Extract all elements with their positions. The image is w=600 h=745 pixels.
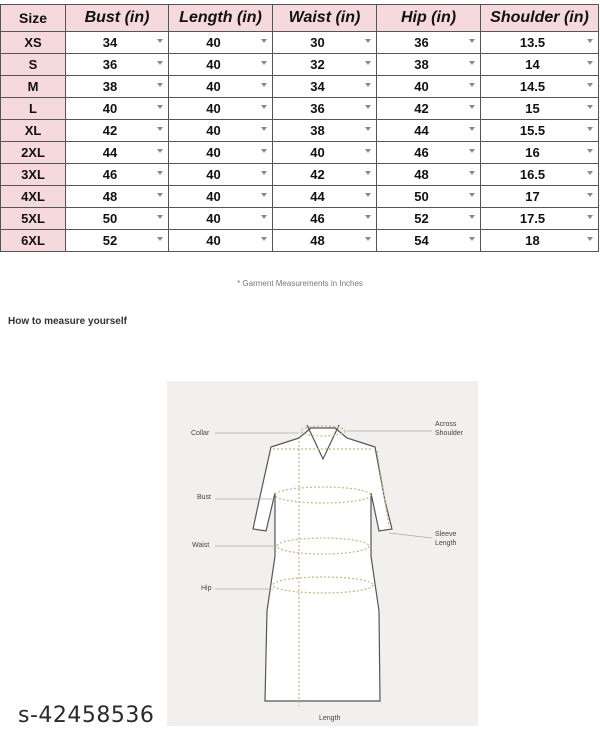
bust-value: 42 (102, 123, 118, 138)
dropdown-arrow-icon[interactable] (365, 105, 371, 109)
label-hip: Hip (201, 585, 212, 592)
label-waist: Waist (192, 542, 210, 549)
dropdown-arrow-icon[interactable] (261, 127, 267, 131)
shoulder-value: 14 (525, 57, 540, 72)
shoulder-value: 16 (525, 145, 540, 160)
hip-value: 44 (414, 123, 429, 138)
header-hip: Hip (in) (377, 5, 481, 32)
bust-value: 48 (102, 189, 118, 204)
hip-cell[interactable] (377, 208, 481, 230)
dropdown-arrow-icon[interactable] (365, 39, 371, 43)
table-row (1, 142, 599, 164)
bust-value: 34 (102, 35, 118, 50)
dropdown-arrow-icon[interactable] (157, 61, 163, 65)
shoulder-value: 14.5 (519, 79, 546, 94)
table-row (1, 76, 599, 98)
length-cell[interactable] (169, 164, 273, 186)
dropdown-arrow-icon[interactable] (157, 127, 163, 131)
shoulder-cell[interactable] (481, 120, 599, 142)
waist-value: 32 (310, 57, 325, 72)
hip-cell[interactable] (377, 32, 481, 54)
bust-value: 36 (102, 57, 118, 72)
hip-value: 54 (414, 233, 429, 248)
shoulder-value: 17 (525, 189, 540, 204)
dropdown-arrow-icon[interactable] (469, 193, 475, 197)
shoulder-cell[interactable] (481, 142, 599, 164)
waist-value: 42 (310, 167, 325, 182)
garment-outline (253, 428, 392, 701)
length-value: 40 (206, 211, 221, 226)
bust-cell[interactable] (66, 230, 169, 252)
shoulder-cell[interactable] (481, 208, 599, 230)
waist-cell[interactable] (273, 142, 377, 164)
dropdown-arrow-icon[interactable] (469, 215, 475, 219)
table-row (1, 32, 599, 54)
dropdown-arrow-icon[interactable] (157, 149, 163, 153)
bust-cell[interactable] (66, 76, 169, 98)
header-shoulder: Shoulder (in) (481, 5, 599, 32)
how-to-measure-heading: How to measure yourself (8, 316, 127, 327)
product-id-watermark: s-42458536 (18, 703, 155, 728)
length-cell[interactable] (169, 208, 273, 230)
dropdown-arrow-icon[interactable] (587, 215, 593, 219)
dropdown-arrow-icon[interactable] (365, 61, 371, 65)
dropdown-arrow-icon[interactable] (587, 237, 593, 241)
dropdown-arrow-icon[interactable] (261, 61, 267, 65)
hip-value: 40 (414, 79, 429, 94)
size-cell: L (1, 98, 66, 120)
dropdown-arrow-icon[interactable] (261, 171, 267, 175)
dropdown-arrow-icon[interactable] (587, 105, 593, 109)
bust-value: 40 (102, 101, 118, 116)
hip-cell[interactable] (377, 164, 481, 186)
table-row (1, 164, 599, 186)
shoulder-value: 17.5 (519, 211, 546, 226)
bust-value: 44 (102, 145, 118, 160)
dropdown-arrow-icon[interactable] (587, 39, 593, 43)
shoulder-cell[interactable] (481, 186, 599, 208)
dropdown-arrow-icon[interactable] (469, 61, 475, 65)
length-value: 40 (206, 145, 221, 160)
dropdown-arrow-icon[interactable] (157, 171, 163, 175)
waist-cell[interactable] (273, 208, 377, 230)
hip-value: 52 (414, 211, 429, 226)
bust-cell[interactable] (66, 208, 169, 230)
length-value: 40 (206, 233, 221, 248)
dropdown-arrow-icon[interactable] (469, 149, 475, 153)
dropdown-arrow-icon[interactable] (587, 83, 593, 87)
table-row (1, 98, 599, 120)
dropdown-arrow-icon[interactable] (469, 127, 475, 131)
bust-cell[interactable] (66, 54, 169, 76)
waist-value: 36 (310, 101, 325, 116)
dropdown-arrow-icon[interactable] (365, 215, 371, 219)
dropdown-arrow-icon[interactable] (365, 127, 371, 131)
label-bust: Bust (197, 494, 212, 501)
hip-value: 38 (414, 57, 429, 72)
waist-value: 46 (310, 211, 325, 226)
length-cell[interactable] (169, 120, 273, 142)
waist-value: 40 (310, 145, 325, 160)
length-cell[interactable] (169, 32, 273, 54)
bust-value: 46 (102, 167, 118, 182)
dropdown-arrow-icon[interactable] (157, 193, 163, 197)
bust-cell[interactable] (66, 32, 169, 54)
dropdown-arrow-icon[interactable] (587, 127, 593, 131)
label-sleeve-length-1: Sleeve (435, 531, 457, 538)
shoulder-cell[interactable] (481, 164, 599, 186)
length-value: 40 (206, 101, 221, 116)
dropdown-arrow-icon[interactable] (261, 83, 267, 87)
dropdown-arrow-icon[interactable] (261, 105, 267, 109)
length-value: 40 (206, 79, 221, 94)
length-value: 40 (206, 35, 221, 50)
dropdown-arrow-icon[interactable] (469, 105, 475, 109)
waist-value: 48 (310, 233, 325, 248)
shoulder-cell[interactable] (481, 230, 599, 252)
label-across-shoulder-1: Across (435, 421, 457, 428)
hip-value: 42 (414, 101, 429, 116)
header-length: Length (in) (169, 5, 273, 32)
bust-value: 50 (102, 211, 118, 226)
dropdown-arrow-icon[interactable] (157, 105, 163, 109)
length-value: 40 (206, 189, 221, 204)
bust-value: 38 (102, 79, 118, 94)
hip-cell[interactable] (377, 186, 481, 208)
dropdown-arrow-icon[interactable] (469, 39, 475, 43)
header-size: Size (1, 5, 66, 32)
dropdown-arrow-icon[interactable] (365, 83, 371, 87)
dropdown-arrow-icon[interactable] (587, 61, 593, 65)
size-cell: XL (1, 120, 66, 142)
hip-cell[interactable] (377, 230, 481, 252)
length-cell[interactable] (169, 76, 273, 98)
shoulder-cell[interactable] (481, 76, 599, 98)
table-row (1, 120, 599, 142)
hip-value: 36 (414, 35, 429, 50)
length-value: 40 (206, 123, 221, 138)
dropdown-arrow-icon[interactable] (469, 237, 475, 241)
waist-cell[interactable] (273, 230, 377, 252)
hip-value: 46 (414, 145, 429, 160)
table-row (1, 230, 599, 252)
dropdown-arrow-icon[interactable] (261, 215, 267, 219)
dropdown-arrow-icon[interactable] (157, 83, 163, 87)
waist-value: 44 (310, 189, 325, 204)
label-sleeve-length-2: Length (435, 540, 457, 547)
dropdown-arrow-icon[interactable] (469, 83, 475, 87)
hip-cell[interactable] (377, 54, 481, 76)
table-row (1, 208, 599, 230)
hip-cell[interactable] (377, 120, 481, 142)
waist-cell[interactable] (273, 32, 377, 54)
waist-cell[interactable] (273, 164, 377, 186)
dropdown-arrow-icon[interactable] (365, 171, 371, 175)
measurement-note: * Garment Measurements in Inches (237, 279, 363, 288)
size-cell: 6XL (1, 230, 66, 252)
size-cell: 5XL (1, 208, 66, 230)
size-cell: 4XL (1, 186, 66, 208)
dropdown-arrow-icon[interactable] (261, 149, 267, 153)
label-across-shoulder-2: Shoulder (435, 430, 464, 437)
measurement-diagram (167, 381, 478, 726)
dropdown-arrow-icon[interactable] (469, 171, 475, 175)
hip-value: 48 (414, 167, 429, 182)
size-cell: 2XL (1, 142, 66, 164)
hip-cell[interactable] (377, 98, 481, 120)
dropdown-arrow-icon[interactable] (157, 237, 163, 241)
hip-cell[interactable] (377, 76, 481, 98)
bust-value: 52 (102, 233, 118, 248)
bust-cell[interactable] (66, 164, 169, 186)
dropdown-arrow-icon[interactable] (587, 171, 593, 175)
table-row (1, 186, 599, 208)
waist-cell[interactable] (273, 54, 377, 76)
waist-cell[interactable] (273, 76, 377, 98)
length-value: 40 (206, 167, 221, 182)
dropdown-arrow-icon[interactable] (365, 193, 371, 197)
dropdown-arrow-icon[interactable] (261, 39, 267, 43)
table-row (1, 54, 599, 76)
dropdown-arrow-icon[interactable] (157, 215, 163, 219)
shoulder-value: 18 (525, 233, 540, 248)
dropdown-arrow-icon[interactable] (365, 237, 371, 241)
size-cell: M (1, 76, 66, 98)
shoulder-cell[interactable] (481, 54, 599, 76)
kurta-illustration (167, 381, 478, 726)
size-cell: S (1, 54, 66, 76)
hip-value: 50 (414, 189, 429, 204)
header-bust: Bust (in) (66, 5, 169, 32)
waist-cell[interactable] (273, 98, 377, 120)
waist-value: 30 (310, 35, 325, 50)
label-length: Length (319, 715, 341, 722)
shoulder-value: 16.5 (519, 167, 546, 182)
length-value: 40 (206, 57, 221, 72)
length-cell[interactable] (169, 186, 273, 208)
shoulder-value: 15 (525, 101, 540, 116)
shoulder-value: 15.5 (519, 123, 546, 138)
size-cell: 3XL (1, 164, 66, 186)
waist-value: 34 (310, 79, 325, 94)
length-cell[interactable] (169, 142, 273, 164)
bust-cell[interactable] (66, 120, 169, 142)
waist-value: 38 (310, 123, 325, 138)
shoulder-cell[interactable] (481, 32, 599, 54)
dropdown-arrow-icon[interactable] (365, 149, 371, 153)
dropdown-arrow-icon[interactable] (261, 193, 267, 197)
dropdown-arrow-icon[interactable] (261, 237, 267, 241)
size-cell: XS (1, 32, 66, 54)
waist-cell[interactable] (273, 186, 377, 208)
dropdown-arrow-icon[interactable] (587, 193, 593, 197)
bust-cell[interactable] (66, 98, 169, 120)
dropdown-arrow-icon[interactable] (587, 149, 593, 153)
bust-cell[interactable] (66, 142, 169, 164)
waist-cell[interactable] (273, 120, 377, 142)
length-cell[interactable] (169, 98, 273, 120)
label-collar: Collar (191, 430, 210, 437)
size-chart-table (0, 4, 599, 252)
table-header-row (1, 5, 599, 32)
header-waist: Waist (in) (273, 5, 377, 32)
shoulder-cell[interactable] (481, 98, 599, 120)
hip-cell[interactable] (377, 142, 481, 164)
dropdown-arrow-icon[interactable] (157, 39, 163, 43)
shoulder-value: 13.5 (519, 35, 546, 50)
length-cell[interactable] (169, 54, 273, 76)
bust-cell[interactable] (66, 186, 169, 208)
length-cell[interactable] (169, 230, 273, 252)
